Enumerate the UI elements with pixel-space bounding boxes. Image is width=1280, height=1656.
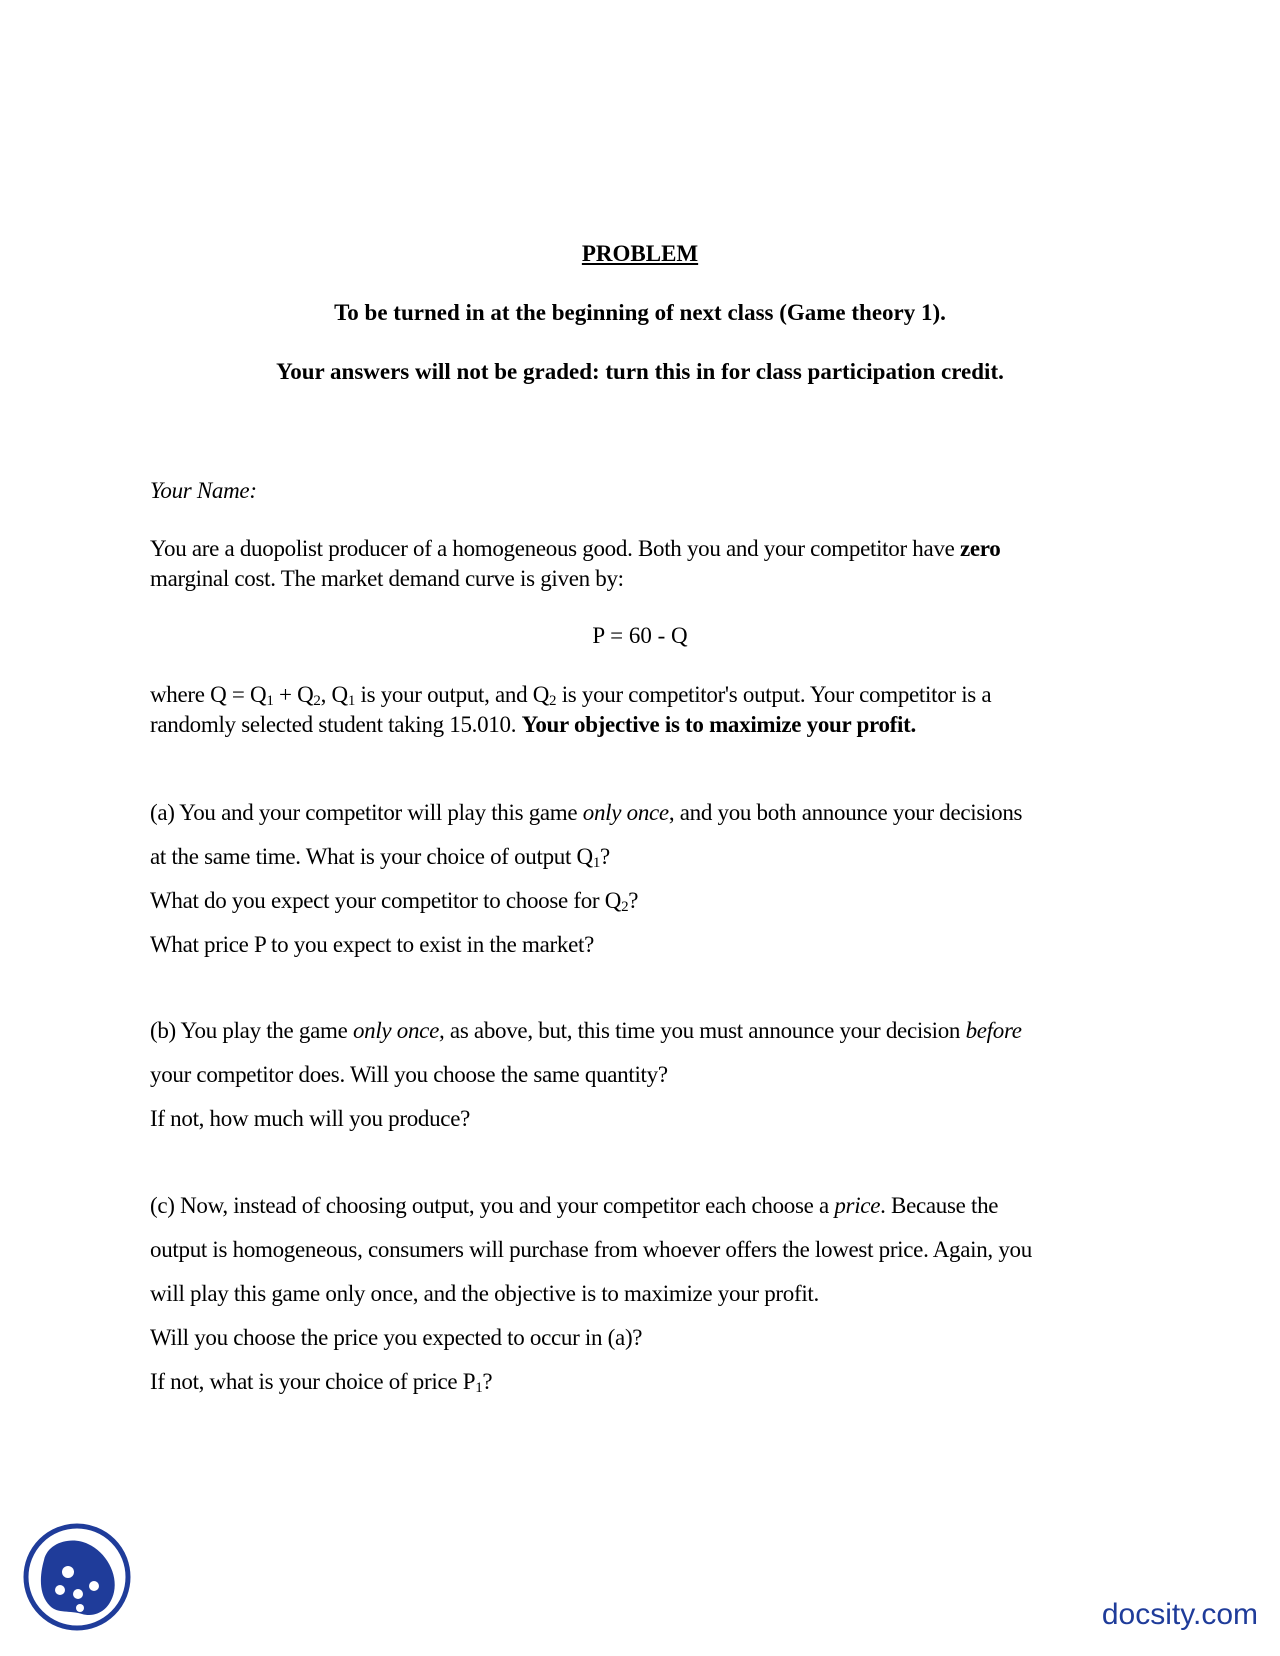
part-c-line-5: If not, what is your choice of price $P_1$?	[150, 1369, 493, 1396]
where-line-2: randomly selected student taking 15.010. Your objective is to maximize your profit.	[150, 712, 916, 737]
part-b-line-1: (b) You play the game only once, as above, but, this time you must announce your decision before	[150, 1018, 1022, 1043]
page-title: PROBLEM	[581, 241, 699, 266]
instruction-line-2: Your answers will not be graded: turn this in for class participation credit.	[276, 359, 1004, 384]
docsity-logo-icon[interactable]	[22, 1522, 132, 1632]
intro-line-1: You are a duopolist producer of a homogeneous good. Both you and your competitor have zero	[150, 536, 1001, 561]
part-a-line-1: (a) You and your competitor will play this game only once, and you both announce your decisions	[150, 800, 1023, 825]
part-c-line-3: will play this game only once, and the objective is to maximize your profit.	[150, 1281, 819, 1306]
part-a-line-3: What do you expect your competitor to choose for $Q_2$?	[150, 888, 639, 915]
part-b-line-3: If not, how much will you produce?	[150, 1106, 471, 1131]
part-c-line-2: output is homogeneous, consumers will purchase from whoever offers the lowest price. Again, you	[150, 1237, 1032, 1262]
part-a-line-4: What price P to you expect to exist in the market?	[150, 932, 595, 957]
part-c-line-4: Will you choose the price you expected to occur in (a)?	[150, 1325, 643, 1350]
name-label: Your Name:	[150, 478, 257, 503]
demand-equation: P = 60 - Q	[592, 623, 688, 648]
intro-line-2: marginal cost. The market demand curve is given by:	[150, 566, 624, 591]
part-a-line-2: at the same time. What is your choice of output $Q_1$?	[150, 844, 610, 871]
instruction-line-1: To be turned in at the beginning of next class (Game theory 1).	[334, 300, 946, 325]
part-c-line-1: (c) Now, instead of choosing output, you and your competitor each choose a price. Because the	[150, 1193, 999, 1218]
where-line-1: where $Q = Q_1 + Q_2$, $Q_1$ is your output, and $Q_2$ is your competitor's output. Your competitor is a	[150, 682, 992, 709]
docsity-brand-link[interactable]: docsity.com	[1101, 1598, 1258, 1631]
part-b-line-2: your competitor does. Will you choose the same quantity?	[150, 1062, 668, 1087]
